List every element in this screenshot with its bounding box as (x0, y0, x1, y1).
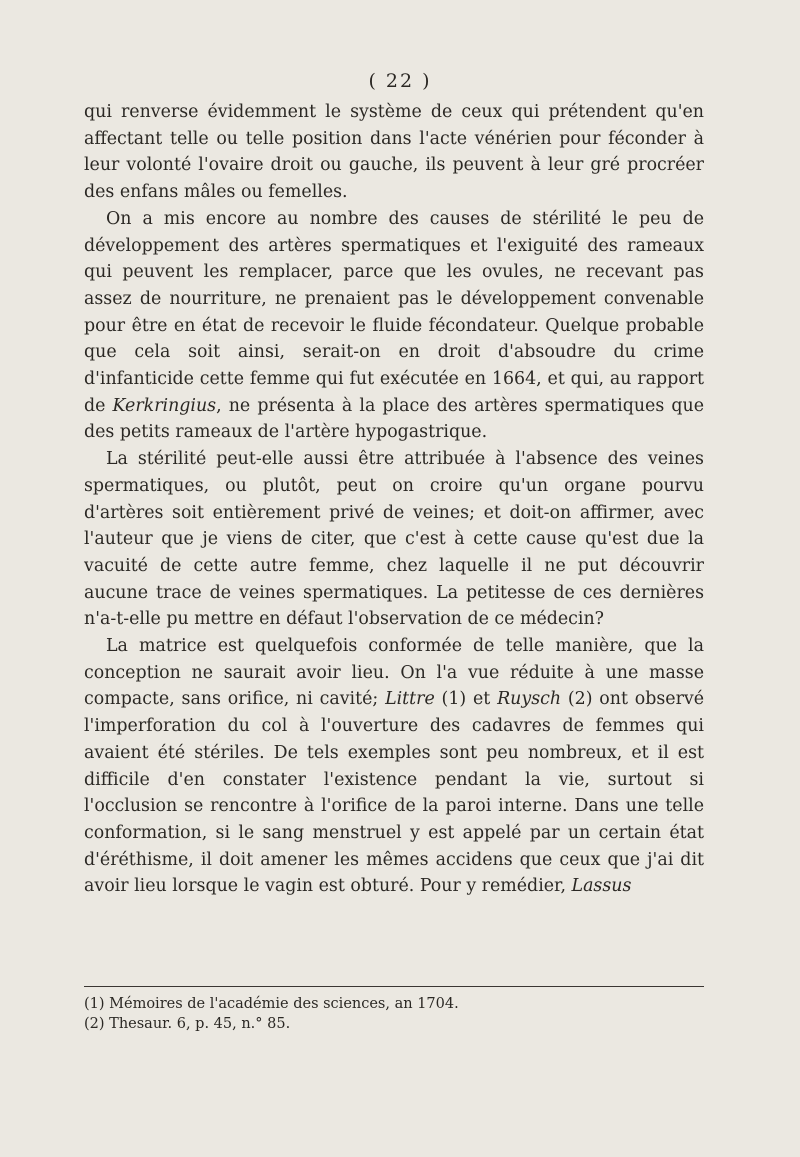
text-run: On a mis encore au nombre des causes de stérilité le peu de développement des artères spermatiques et l'exiguité des rameaux qui peuvent les remplacer, parce que les ovules, ne recevant pas assez de nourriture, ne prenaient pas le développement convenable pour être en état de recevoir le fluide fécondateur. Quelque probable que cela soit ainsi, serait-on en droit d'absoudre du crime d'infanticide cette femme qui fut exécutée en 1664, et qui, au rapport de (84, 208, 704, 416)
paragraph (84, 446, 704, 633)
italic-name: Littre (385, 689, 435, 710)
text-run: , ne présenta à la place des artères spermatiques que des petits rameaux de l'artère hypogastrique. (84, 395, 704, 443)
italic-name: Lassus (571, 876, 632, 897)
footnote-1: (1) Mémoires de l'académie des sciences, an 1704. (84, 996, 459, 1012)
text-run: La stérilité peut-elle aussi être attribuée à l'absence des veines spermatiques, ou plutôt, peut on croire qu'un organe pourvu d'artères soit entièrement privé de veines; et doit-on affirmer, avec l'auteur que je viens de citer, que c'est à cette cause qu'est due la vacuité de cette autre femme, chez laquelle il ne put découvrir aucune trace de veines spermatiques. La petitesse de ces dernières n'a-t-elle pu mettre en défaut l'observation de ce médecin? (84, 449, 704, 630)
paragraph (84, 99, 704, 206)
body-text (84, 99, 704, 900)
paragraph (84, 206, 704, 446)
paragraph (84, 633, 704, 900)
text-run: qui renverse évidemment le système de ceux qui prétendent qu'en affectant telle ou telle position dans l'acte vénérien pour féconder à leur volonté l'ovaire droit ou gauche, ils peuvent à leur gré procréer des enfans mâles ou femelles. (84, 102, 704, 203)
footnote-2: (2) Thesaur. 6, p. 45, n.° 85. (84, 1016, 291, 1032)
footnotes (84, 994, 704, 1034)
italic-name: Kerkringius (112, 395, 217, 416)
italic-name: Ruysch (497, 689, 562, 710)
text-run: La matrice est quelquefois conformée de telle manière, que la conception ne saurait avoir lieu. On l'a vue réduite à une masse compacte, sans orifice, ni cavité; (84, 636, 704, 710)
footnote-rule (84, 986, 704, 987)
text-run: (2) ont observé l'imperforation du col à l'ouverture des cadavres de femmes qui avaient été stériles. De tels exemples sont peu nombreux, et il est difficile d'en constater l'existence pendant la vie, surtout si l'occlusion se rencontre à l'orifice de la paroi interne. Dans une telle conformation, si le sang menstruel y est appelé par un certain état d'éréthisme, il doit amener les mêmes accidens que ceux que j'ai dit avoir lieu lorsque le vagin est obturé. Pour y remédier, (84, 689, 704, 897)
text-run: (1) et (434, 689, 498, 710)
page-number: ( 22 ) (368, 70, 432, 92)
